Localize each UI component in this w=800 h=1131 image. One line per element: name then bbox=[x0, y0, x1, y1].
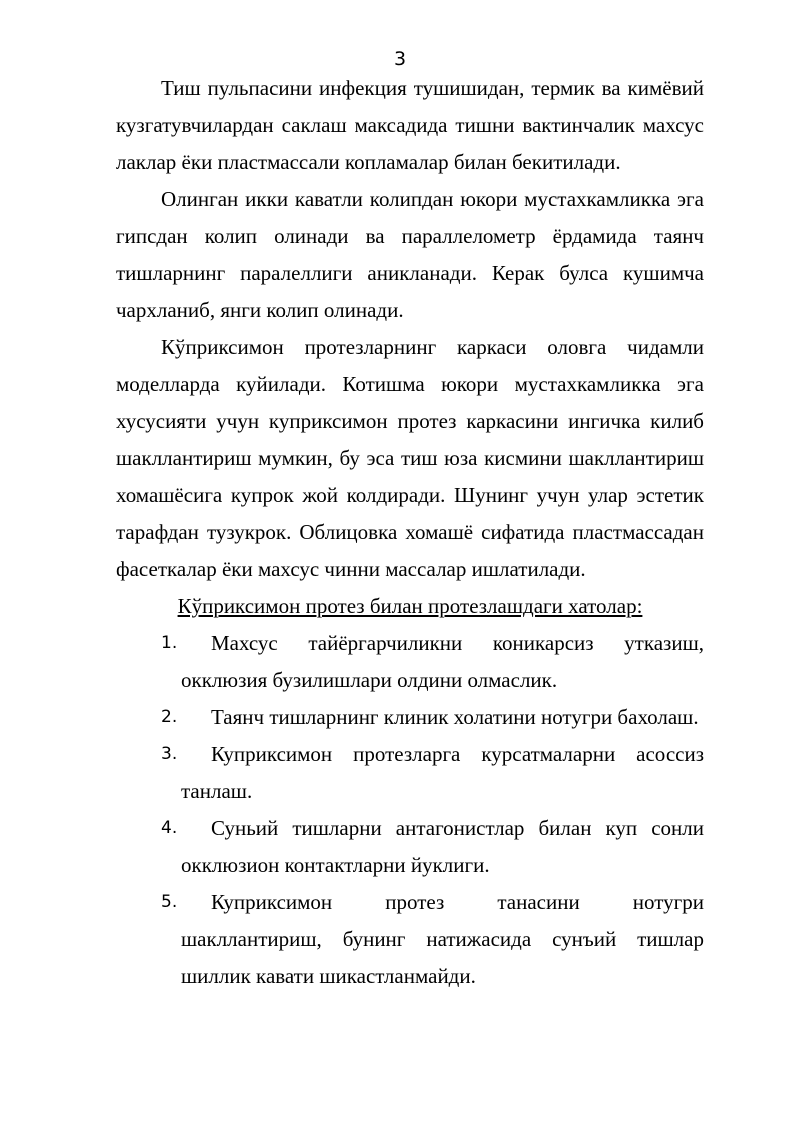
paragraph-bridge-frame: Кўприксимон протезларнинг каркаси оловга чидамли моделларда куйилади. Котишма юкори мустахкамликка эга хусусияти учун куприксимон протез каркасини ингичка килиб шакллантириш мумкин, бу эса тиш юза кисмини шакллантириш хомашёсига купрок жой колдиради. Шунинг учун улар эстетик тарафдан тузукрок. Облицовка хомашё сифатида пластмассадан фасеткалар ёки махсус чинни массалар ишлатилади. bbox=[116, 335, 704, 581]
list-item-number: 5. bbox=[161, 892, 178, 912]
document-body bbox=[116, 70, 704, 995]
list-item bbox=[116, 884, 704, 995]
list-item bbox=[116, 810, 704, 884]
page-number: 3 bbox=[393, 48, 407, 70]
list-item-text: Таянч тишларнинг клиник холатини нотугри бахолаш. bbox=[211, 705, 699, 729]
errors-list-title: Кўприксимон протез билан протезлашдаги хатолар: bbox=[177, 594, 643, 618]
errors-list bbox=[116, 625, 704, 995]
list-item bbox=[116, 625, 704, 699]
list-item-number: 3. bbox=[161, 744, 178, 764]
list-item-number: 1. bbox=[161, 633, 178, 653]
list-item bbox=[116, 736, 704, 810]
list-item-text: Махсус тайёргарчиликни коникарсиз утказиш, окклюзия бузилишлари олдини олмаслик. bbox=[181, 631, 704, 692]
list-item-text: Куприксимон протез танасини нотугри шакллантириш, бунинг натижасида сунъий тишлар шиллик кавати шикастланмайди. bbox=[181, 890, 704, 988]
list-item-text: Суньий тишларни антагонистлар билан куп сонли окклюзион контактларни йуклиги. bbox=[181, 816, 704, 877]
paragraph-gypsum-model: Олинган икки каватли колипдан юкори мустахкамликка эга гипсдан колип олинади ва параллелометр ёрдамида таянч тишларнинг паралеллиги аникланади. Керак булса кушимча чархланиб, янги колип олинади. bbox=[116, 187, 704, 322]
list-item bbox=[116, 699, 704, 736]
list-item-number: 2. bbox=[161, 707, 178, 727]
paragraph-pulp-protection: Тиш пульпасини инфекция тушишидан, термик ва кимёвий кузгатувчилардан саклаш максадида тишни вактинчалик махсус лаклар ёки пластмассали копламалар билан бекитилади. bbox=[116, 76, 704, 174]
list-item-text: Куприксимон протезларга курсатмаларни асоссиз танлаш. bbox=[181, 742, 704, 803]
list-item-number: 4. bbox=[161, 818, 178, 838]
